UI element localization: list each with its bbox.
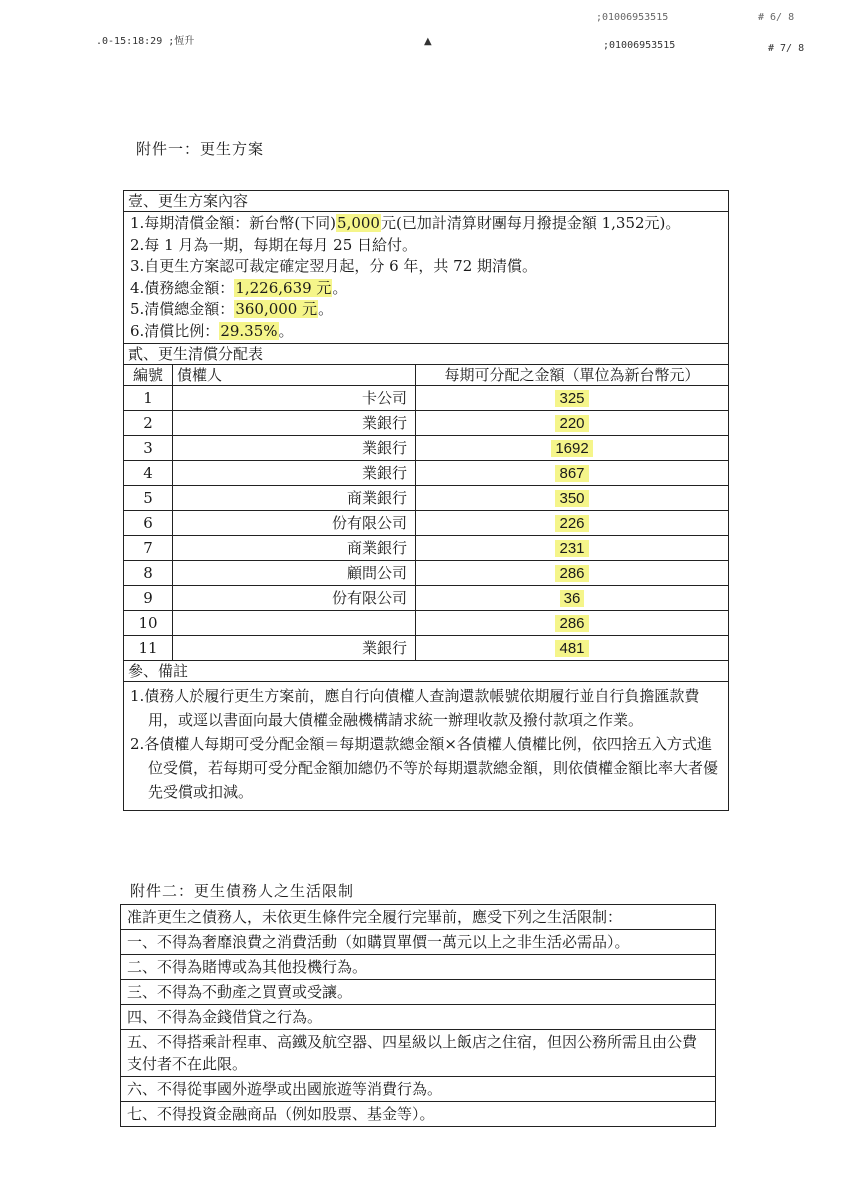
row-amount: 231 xyxy=(555,540,588,557)
fax-timestamp: .0-15:18:29 ;恆升 xyxy=(96,36,195,47)
table-row xyxy=(124,636,729,661)
section1-title: 壹、更生方案內容 xyxy=(124,191,729,212)
row-amount-cell xyxy=(416,561,729,586)
row-amount-cell xyxy=(416,511,729,536)
life-restrictions-table xyxy=(120,904,716,1127)
restriction-item: 七、不得投資金融商品（例如股票、基金等）。 xyxy=(121,1102,716,1127)
list-item xyxy=(121,955,716,980)
plan-item-1: 1.每期清償金額：新台幣(下同)5,000元(已加計清算財團每月撥提金額 1,352元)。 xyxy=(130,214,681,232)
row-no: 8 xyxy=(124,561,173,586)
annex1-title: 附件一：更生方案 xyxy=(136,140,265,158)
row-no: 9 xyxy=(124,586,173,611)
table-row xyxy=(124,561,729,586)
row-no: 7 xyxy=(124,536,173,561)
row-amount-cell xyxy=(416,411,729,436)
list-item xyxy=(121,1102,716,1127)
restriction-item: 二、不得為賭博或為其他投機行為。 xyxy=(121,955,716,980)
row-amount: 325 xyxy=(555,390,588,407)
table-row xyxy=(124,486,729,511)
row-amount: 350 xyxy=(555,490,588,507)
plan-content xyxy=(124,212,729,344)
table-row xyxy=(124,536,729,561)
row-amount-cell xyxy=(416,386,729,411)
section3-title: 參、備註 xyxy=(124,661,729,682)
row-creditor xyxy=(173,611,416,636)
rehabilitation-plan-table xyxy=(123,190,729,811)
fax-page: # 7/ 8 xyxy=(768,43,805,54)
row-creditor: 份有限公司 xyxy=(173,586,416,611)
row-creditor: 商業銀行 xyxy=(173,486,416,511)
list-item xyxy=(121,1005,716,1030)
row-creditor: 業銀行 xyxy=(173,411,416,436)
row-amount-cell xyxy=(416,486,729,511)
list-item xyxy=(121,1030,716,1077)
row-no: 10 xyxy=(124,611,173,636)
annex2-title: 附件二：更生債務人之生活限制 xyxy=(130,882,355,900)
row-creditor: 卡公司 xyxy=(173,386,416,411)
row-amount: 1692 xyxy=(551,440,592,457)
restriction-item: 一、不得為奢靡浪費之消費活動（如購買單價一萬元以上之非生活必需品）。 xyxy=(121,930,716,955)
row-creditor: 業銀行 xyxy=(173,436,416,461)
fax-top-number: ;01006953515 xyxy=(596,12,669,23)
plan-item-2: 2.每 1 月為一期，每期在每月 25 日給付。 xyxy=(130,235,418,254)
row-amount: 36 xyxy=(560,590,585,607)
row-no: 3 xyxy=(124,436,173,461)
table-row xyxy=(124,386,729,411)
row-amount: 286 xyxy=(555,565,588,582)
note-1: 1.債務人於履行更生方案前，應自行向債權人查詢還款帳號依期履行並自行負擔匯款費用，或逕以書面向最大債權金融機構請求統一辦理收款及撥付款項之作業。 xyxy=(130,687,700,729)
plan-item-6: 6.清償比例：29.35%。 xyxy=(130,321,294,340)
row-amount: 220 xyxy=(555,415,588,432)
row-creditor: 業銀行 xyxy=(173,461,416,486)
row-amount: 226 xyxy=(555,515,588,532)
list-item xyxy=(121,1077,716,1102)
restriction-item: 六、不得從事國外遊學或出國旅遊等消費行為。 xyxy=(121,1077,716,1102)
restriction-item: 四、不得為金錢借貸之行為。 xyxy=(121,1005,716,1030)
list-item xyxy=(121,930,716,955)
row-creditor: 商業銀行 xyxy=(173,536,416,561)
triangle-icon: ▲ xyxy=(424,36,432,47)
fax-number: ;01006953515 xyxy=(603,40,676,51)
table-row xyxy=(124,411,729,436)
row-no: 1 xyxy=(124,386,173,411)
fax-top-page: # 6/ 8 xyxy=(758,12,795,23)
row-amount: 286 xyxy=(555,615,588,632)
row-amount-cell xyxy=(416,536,729,561)
table-row xyxy=(124,511,729,536)
table-row xyxy=(124,586,729,611)
row-no: 6 xyxy=(124,511,173,536)
row-creditor: 份有限公司 xyxy=(173,511,416,536)
col-header-no: 編號 xyxy=(124,365,173,386)
notes xyxy=(124,682,729,811)
row-no: 4 xyxy=(124,461,173,486)
restriction-item: 三、不得為不動產之買賣或受讓。 xyxy=(121,980,716,1005)
row-creditor: 業銀行 xyxy=(173,636,416,661)
table-row xyxy=(124,611,729,636)
note-2: 2.各債權人每期可受分配金額＝每期還款總金額×各債權人債權比例，依四捨五入方式進位受償，若每期可受分配金額加總仍不等於每期還款總金額，則依債權金額比率大者優先受償或扣減。 xyxy=(130,735,719,801)
row-amount-cell xyxy=(416,436,729,461)
row-no: 5 xyxy=(124,486,173,511)
row-amount-cell xyxy=(416,586,729,611)
row-no: 2 xyxy=(124,411,173,436)
row-amount-cell xyxy=(416,461,729,486)
list-item xyxy=(121,980,716,1005)
section2-title: 貳、更生清償分配表 xyxy=(124,344,729,365)
life-intro: 准許更生之債務人，未依更生條件完全履行完畢前，應受下列之生活限制： xyxy=(121,905,716,930)
row-creditor: 顧問公司 xyxy=(173,561,416,586)
row-amount: 481 xyxy=(555,640,588,657)
col-header-creditor: 債權人 xyxy=(173,365,416,386)
row-amount-cell xyxy=(416,611,729,636)
plan-item-4: 4.債務總金額：1,226,639 元。 xyxy=(130,278,348,297)
restriction-item: 五、不得搭乘計程車、高鐵及航空器、四星級以上飯店之住宿，但因公務所需且由公費支付者不在此限。 xyxy=(121,1030,716,1077)
plan-item-5: 5.清償總金額：360,000 元。 xyxy=(130,300,334,318)
table-row xyxy=(124,436,729,461)
row-amount-cell xyxy=(416,636,729,661)
col-header-amount: 每期可分配之金額（單位為新台幣元） xyxy=(416,365,729,386)
row-no: 11 xyxy=(124,636,173,661)
row-amount: 867 xyxy=(555,465,588,482)
table-row xyxy=(124,461,729,486)
plan-item-3: 3.自更生方案認可裁定確定翌月起，分 6 年，共 72 期清償。 xyxy=(130,257,538,275)
